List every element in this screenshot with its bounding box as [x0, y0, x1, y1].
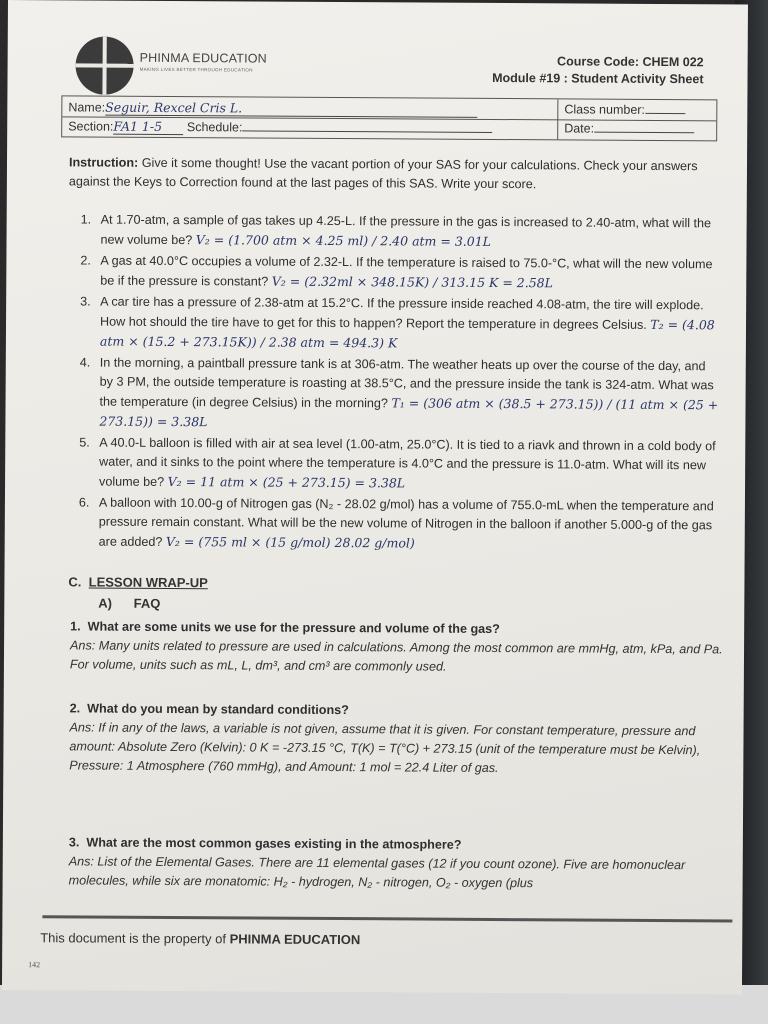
- faq-heading: [98, 596, 160, 611]
- section-field[interactable]: [113, 119, 183, 135]
- problem-number: 6.: [78, 495, 90, 510]
- handwritten-answer: V₂ = (1.700 atm × 4.25 ml) / 2.40 atm = 3.01L: [195, 232, 492, 249]
- faq-question: What are some units we use for the pressure and volume of the gas?: [87, 619, 500, 637]
- class-number-field[interactable]: [645, 113, 685, 114]
- name-row: [68, 99, 477, 117]
- worksheet-page: [2, 0, 748, 995]
- list-item: [79, 493, 721, 555]
- class-number-row: [564, 102, 685, 117]
- date-row: [564, 121, 694, 136]
- faq-question: What do you mean by standard conditions?: [87, 701, 349, 718]
- faq-answer: Ans: List of the Elemental Gases. There are 11 elemental gases (12 if you count ozone). Five are homonuclear molecules, while six are monatomic: H₂ - hydrogen, N₂ - nitrogen, O₂ - oxygen (plus: [68, 854, 686, 891]
- problem-number: 1.: [80, 212, 92, 227]
- class-number-label: Class number:: [564, 102, 645, 117]
- phinma-logo-icon: [75, 36, 133, 94]
- problem-text: A car tire has a pressure of 2.38-atm at 15.2°C. If the pressure inside reached 4.08-atm, the tire will explode. How hot should the tire have to get for this to happen? Report the temperature in degrees Celsius.: [99, 294, 704, 332]
- course-code: Course Code: CHEM 022: [557, 54, 704, 70]
- faq-question: What are the most common gases existing in the atmosphere?: [86, 835, 462, 852]
- handwritten-answer: T₂ = (4.08 atm × (15.2 + 273.15K)) / 2.38 atm = 494.3) K: [99, 316, 715, 351]
- list-item: [80, 210, 722, 253]
- faq-number: 1.: [70, 619, 81, 634]
- name-value: Seguir, Rexcel Cris L.: [105, 99, 243, 116]
- section-label: Section:: [68, 119, 114, 134]
- faq-number: 3.: [68, 835, 80, 850]
- faq-answer: Ans: If in any of the laws, a variable is not given, assume that it is given. For constant temperature, pressure and amount: Absolute Zero (Kelvin): 0 K = -273.15 °C, T(K) = T(°C) + 273.15 (unit of the temperature must be Kelvin), Pressure: 1 Atmosphere (760 mmHg), and Amount: 1 mol = 22.4 Liter of gas.: [69, 720, 701, 776]
- section-letter: C.: [68, 574, 82, 590]
- list-item: [80, 251, 722, 294]
- instruction-label: Instruction:: [68, 155, 139, 170]
- handwritten-answer: V₂ = (2.32ml × 348.15K) / 313.15 K = 2.58L: [271, 273, 554, 291]
- footer-property-text: This document is the property of: [40, 930, 227, 947]
- problem-number: 4.: [79, 355, 91, 370]
- lesson-wrapup-heading: [68, 574, 207, 590]
- org-tagline: MAKING LIVES BETTER THROUGH EDUCATION: [139, 66, 253, 73]
- problem-text: A gas at 40.0°C occupies a volume of 2.32-L. If the temperature is raised to 75.0-°C, what will the new volume be if the pressure is constant?: [100, 253, 713, 289]
- faq-item: [70, 617, 730, 678]
- list-item: [79, 433, 721, 495]
- footer-owner: PHINMA EDUCATION: [229, 931, 361, 948]
- faq-number: 2.: [69, 701, 81, 716]
- page-number: 142: [28, 960, 41, 970]
- instruction-text: Give it some thought! Use the vacant portion of your SAS for your calculations. Check your answers against the Keys to Correction found at the last pages of this SAS. Write your score.: [68, 155, 698, 192]
- student-info-box: [61, 95, 717, 141]
- section-value: FA1 1-5: [113, 118, 163, 134]
- schedule-field[interactable]: [242, 130, 492, 133]
- problem-text: A balloon with 10.00-g of Nitrogen gas (N₂ - 28.02 g/mol) has a volume of 755.0-mL when the temperature and pressure remain constant. What will be the new volume of Nitrogen in the balloon if another 5.000-g of the gas are added?: [98, 495, 714, 549]
- faq-letter: A): [98, 595, 113, 611]
- problem-number: 5.: [79, 435, 90, 450]
- handwritten-answer: V₂ = 11 atm × (25 + 273.15) = 3.38L: [167, 473, 406, 491]
- section-row: [68, 118, 492, 137]
- problem-number: 2.: [80, 253, 91, 268]
- faq-answer: Ans: Many units related to pressure are used in calculations. Among the most common are mmHg, atm, kPa, and Pa. For volume, units such as mL, L, dm³, and cm³ are commonly used.: [69, 638, 723, 674]
- lesson-wrapup-title: LESSON WRAP-UP: [88, 574, 208, 591]
- name-field[interactable]: [105, 100, 477, 118]
- faq-title: FAQ: [133, 595, 161, 611]
- module-title: Module #19 : Student Activity Sheet: [492, 70, 704, 87]
- footer-divider: [42, 915, 732, 922]
- handwritten-answer: T₁ = (306 atm × (38.5 + 273.15)) / (11 atm × (25 + 273.15)) = 3.38L: [99, 395, 719, 430]
- date-label: Date:: [564, 121, 595, 136]
- problem-number: 3.: [80, 294, 91, 309]
- problem-list: [79, 210, 723, 557]
- faq-item: [69, 699, 729, 779]
- footer-text: [40, 930, 360, 947]
- schedule-label: Schedule:: [186, 120, 243, 135]
- list-item: [79, 353, 721, 435]
- faq-item: [69, 833, 729, 894]
- name-label: Name:: [68, 100, 106, 115]
- org-name: PHINMA EDUCATION: [139, 50, 267, 66]
- date-field[interactable]: [594, 132, 694, 134]
- problem-text: At 1.70-atm, a sample of gas takes up 4.25-L. If the pressure in the gas is increased to 2.40-atm, what will the new volume be?: [100, 212, 712, 248]
- problem-text: In the morning, a paintball pressure tank is at 306-atm. The weather heats up over the course of the day, and by 3 PM, the outside temperature is roasting at 38.5°C, and the pressure inside the tank is 324-atm. What was the temperature (in degree Celsius) in the morning?: [99, 355, 714, 411]
- list-item: [80, 292, 722, 355]
- problem-text: A 40.0-L balloon is filled with air at sea level (1.00-atm, 25.0°C). It is tied to a riavk and thrown in a cold body of water, and it sinks to the point where the temperature is 4.0°C and the pressure is 11.0-atm. What will its new volume be?: [99, 435, 716, 489]
- instruction-block: [69, 153, 717, 195]
- handwritten-answer: V₂ = (755 ml × (15 g/mol) 28.02 g/mol): [165, 533, 415, 551]
